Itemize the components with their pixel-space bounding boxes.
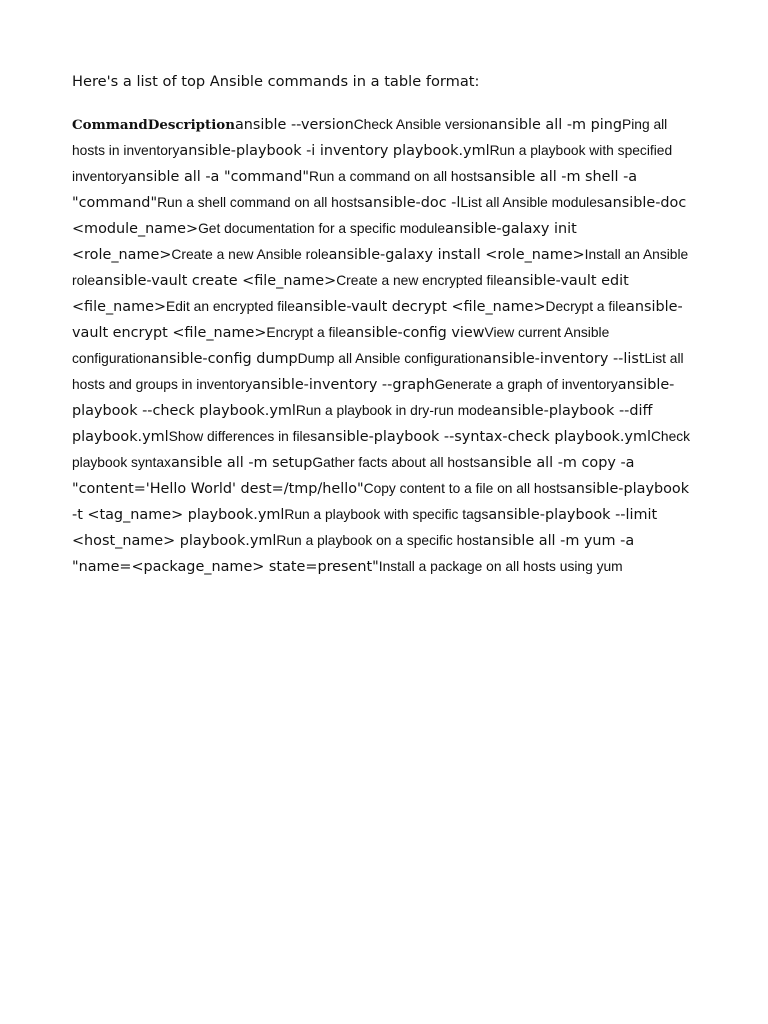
table-cell-description: Run a command on all hosts (309, 169, 484, 184)
table-cell-description: Show differences in files (168, 429, 318, 444)
table-cell-description: Gather facts about all hosts (312, 455, 481, 470)
table-header-description: Description (147, 117, 235, 133)
table-cell-description: List all hosts and groups in inventory (72, 351, 684, 392)
table-cell-command: ansible-playbook --diff playbook.yml (72, 403, 653, 445)
table-cell-description: Decrypt a file (545, 299, 627, 314)
table-cell-description: Install a package on all hosts using yum (378, 559, 623, 574)
table-cell-command: ansible all -m copy -a "content='Hello World' dest=/tmp/hello" (72, 455, 635, 497)
table-cell-command: ansible-vault edit <file_name> (72, 273, 629, 315)
intro-text: Here's a list of top Ansible commands in a table format: (72, 73, 480, 90)
table-cell-command: ansible-playbook -i inventory playbook.yml (179, 143, 490, 159)
table-cell-command: ansible-vault encrypt <file_name> (72, 299, 683, 341)
table-cell-command: ansible-playbook --syntax-check playbook.yml (317, 429, 651, 445)
table-cell-command: ansible-vault create <file_name> (95, 273, 337, 289)
table-cell-description: Ping all hosts in inventory (72, 117, 668, 158)
table-cell-description: Get documentation for a specific module (198, 221, 446, 236)
table-cell-command: ansible all -m setup (170, 455, 313, 471)
table-cell-description: Edit an encrypted file (166, 299, 295, 314)
table-cell-description: Run a playbook with specified inventory (72, 143, 673, 184)
table-cell-command: ansible all -m ping (489, 117, 622, 133)
table-cell-description: View current Ansible configuration (72, 325, 610, 366)
table-rows (72, 116, 690, 575)
table-cell-description: Create a new encrypted file (336, 273, 505, 288)
table-cell-description: Run a playbook in dry-run mode (295, 403, 493, 418)
table-cell-command: ansible-doc -l (364, 195, 461, 211)
commands-table-flattened (72, 112, 696, 580)
table-cell-command: ansible all -a "command" (127, 169, 310, 185)
table-cell-command: ansible-doc <module_name> (72, 195, 687, 237)
table-cell-command: ansible-galaxy install <role_name> (328, 247, 585, 263)
table-cell-description: Check playbook syntax (72, 429, 691, 470)
table-cell-command: ansible --version (234, 117, 354, 133)
table-cell-command: ansible-inventory --list (483, 351, 645, 367)
table-cell-command: ansible-playbook --check playbook.yml (72, 377, 675, 419)
table-cell-description: Run a playbook with specific tags (284, 507, 489, 522)
table-cell-description: Encrypt a file (266, 325, 347, 340)
table-cell-description: Dump all Ansible configuration (297, 351, 484, 366)
table-cell-description: List all Ansible modules (460, 195, 604, 210)
table-cell-command: ansible-playbook -t <tag_name> playbook.yml (72, 481, 690, 523)
table-cell-command: ansible all -m yum -a "name=<package_name> state=present" (72, 533, 635, 575)
table-cell-command: ansible-config dump (151, 351, 298, 367)
table-cell-command: ansible-config view (346, 325, 485, 341)
table-cell-command: ansible-playbook --limit <host_name> playbook.yml (72, 507, 658, 549)
table-cell-description: Generate a graph of inventory (434, 377, 618, 392)
table-cell-command: ansible-inventory --graph (252, 377, 435, 393)
table-cell-description: Run a shell command on all hosts (157, 195, 365, 210)
table-cell-description: Check Ansible version (353, 117, 490, 132)
table-cell-description: Copy content to a file on all hosts (363, 481, 567, 496)
table-header-command: Command (72, 117, 148, 133)
table-cell-description: Create a new Ansible role (171, 247, 329, 262)
table-cell-description: Run a playbook on a specific host (276, 533, 483, 548)
table-cell-command: ansible-vault decrypt <file_name> (294, 299, 546, 315)
table-cell-command: ansible-galaxy init <role_name> (72, 221, 577, 263)
table-cell-description: Install an Ansible role (72, 247, 689, 288)
document-page (72, 70, 696, 580)
table-cell-command: ansible all -m shell -a "command" (72, 169, 638, 211)
